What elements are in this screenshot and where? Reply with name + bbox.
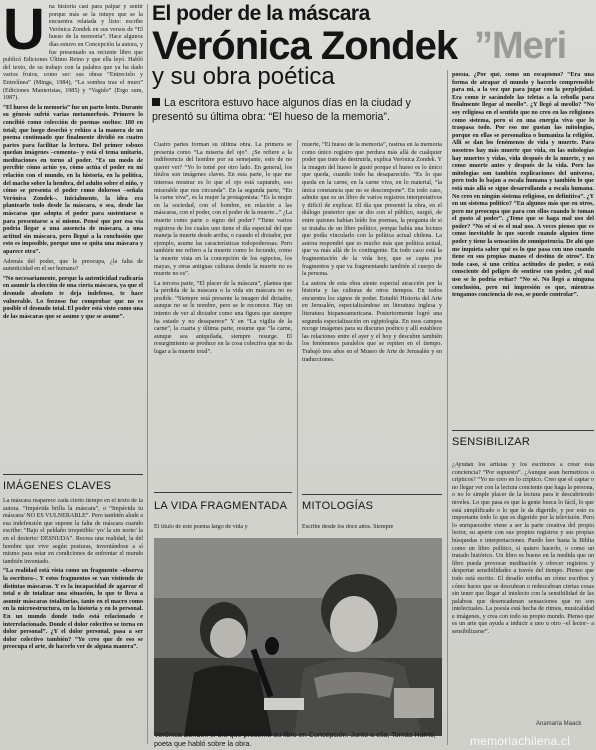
section-heading-imagenes: IMÁGENES CLAVES (3, 480, 112, 492)
paragraph: poesía. ¿Por qué, como un escapismo? “Era una forma de atrapar el mundo y hacerlo comprensible para mí, a la vez que para jugar con la perplejidad. Era como ir sacándole las teletas a la cebolla para finalmente llegar al meollo”. ¿Y llegó al meollo? “No soy religiosa en el sentido que no creo en las religiones como sistema, pero sí en una energía viva que lo traspasa todo. Por eso me gustan las mitologías, porque en ellas se personaliza o humaniza la religión. Allí se dan los fenómenos de vida y muerte. Para nosotros hay más muerte que vida, en las mitologías hay muertes y vidas, vida después de la muerte, y no como muerte antes y después de la vida. Pero las mitologías son también explicaciones del universo, pero todo lo bajan a escala humana y también lo que está más allá se sigue desarrollando a escala humana. No creo en ningún sistema religioso, en definitiva”. ¿Y en un sistema político? “En algunos más que en otros, pero me preocupa que para con ellos cuando le toman el gusto al poder”. ¿Teme que se haga mal uso del poder? “No sé si es el mal uso. A veces pienso que es como inevitable lo que sucede cuando alguien tiene poder y tiene la sensación de omnipotencia. De ahí que me inquieta saber qué es lo que pasa con uno cuando tiene en sus propias manos el destino de otros”. En todo caso, si uno critica actitudes de poder, o está consciente del peligro de sentirse con poder, ¿el mal uso se lo podría evitar? “No sé. No llegó a ninguna conclusión, pero mi impresión es que, mientras tengamos conciencia de eso, se puede controlar”. (452, 72, 594, 299)
paragraph: “No necesariamente, porque la autenticidad radicaría en asumir la elección de una cierta máscara, ya que el desnudo absoluto te deja indefenso, te hace vulnerable. Lo forzoso fue comprobar que no es posible el desnudo total. El poder está visto como una de las máscaras que se asume y que se asume”. (3, 275, 143, 320)
article-column-2 (154, 142, 292, 484)
bullet-square-icon (152, 98, 160, 106)
author-credit: Anamaría Maack (536, 721, 582, 727)
paragraph: La máscara reaparece cada cierto tiempo en el texto de la autora. “Impávida brilla la máscara”, o “Impávida tu máscara/ NO ES VULNERABLE”. Pero también alude a esa indefensión que supone la falta de máscara cuando escribe: “Bajo el peldaño irrepetible/ yo/ la sin norte/ la en el desierto/ DESNUDA”. Recrea una realidad, la del hombre que vive según posturas, inventándose a sí mismo para estar en condiciones de enfrentar el mundo también inventado. (3, 498, 143, 565)
paragraph: “La realidad está vista como un fragmento –observa la escritora–. Y estos fragmentos se van vistiendo de distintas máscaras. Y es la incapacidad de agarrar el total o de totalizar una situación, lo que te lleva a asumir máscaras totalitarias, tanto en el macro como en la microestructura, en la historia y en lo personal. En un mundo donde todo está relacionado e interrelacionado. Donde el dolor colectivo se torna en dolor personal”. ¿Y el dolor personal, pasa a ser dolor colectivo también? “Yo creo que de eso se preocupa el arte, de hacerlo ver de alguna manera”. (3, 568, 143, 651)
section-rule (452, 430, 594, 431)
column-divider (297, 140, 298, 535)
article-lede (152, 96, 442, 124)
article-column-2-tail (154, 524, 292, 534)
section-heading-vida: LA VIDA FRAGMENTADA (154, 500, 288, 512)
article-column-4 (452, 72, 594, 424)
paragraph: Además del poder, que le preocupa, ¿la falta de autenticidad en el ser humano? (3, 258, 143, 273)
watermark: memoriachilena.cl (470, 734, 571, 748)
section-heading-sensibilizar: SENSIBILIZAR (452, 436, 531, 448)
paragraph: La tercera parte, “El placer de la máscara”, plantea que la pérdida de la máscara o la vida sin máscara no es posible. “Siempre está presente la imagen del dictador, aunque no se le nombre, pero se le reconoce. Hay un intento de ver al dictador como una figura que siempre ha estado y no desaparece” Y en “La vigilia de la carne”, la cuarta y última parte, resume que “la carne, aunque sea aniquilada, siempre resurge. El resurgimiento se produce en la cosa colectiva que no da lugar a la muerte total”. (154, 280, 292, 356)
section-heading-mitologias: MITOLOGÍAS (302, 500, 374, 512)
article-headline: Verónica Zondek (152, 24, 458, 68)
paragraph: Cuatro partes forman su última obra. La primera se presenta como “La miseria del ojo”. ¿Se refiere a la indiferencia del hombre por su semejante, esto de no querer ver? “Yo lo tomé por otro lado. En general, los títulos son imágenes claves. En esta parte, lo que me interesa mostrar es lo que el ojo está captando, eso miserable que nos circunda”. En la segunda parte, “En la carne viva”, es la mujer la protagonista: “Es la mujer en la sociedad, con el hombre, en relación a las máscaras, con el poder, con el poder de la muerte...” ¿La muerte como parte o signo del poder? “Tiene varios registros de los cuales uno tiene el día especial del que maneja la muerte desde arriba, o cuando el dictador, por ejemplo, asume las características todopoderosas. Pero también me refiero a la muerte como lo fecundo, como la muerte vista en la concepción de los egipcios, los mayas, y otras antiguas culturas donde la muerte no es muerte no es”. (154, 142, 292, 278)
photo-caption: Verónica Zondek el día que presentó su libro en Concepción. Junto a ella, Tomás Harris, poeta que habló sobre la obra. (154, 730, 436, 748)
article-column-3 (302, 142, 442, 494)
article-column-4b (452, 462, 594, 720)
article-subheadline: y su obra poética (152, 63, 335, 90)
paragraph: ¿Ayudan los artistas y los escritores a crear esta conciencia? “Por supuesto”. ¿Aunque sean hermeticos o crípticos? “Yo no creo en lo críptico. Creo que el captar o no llegar ver con la lectura conciente que haga la persona, o no lo simple placer de la lectura para ir descubriendo niveles. Lo que pasa es que la gente busca lo fácil, lo que está simplificado o lo que le da digerido, y por esto es importante todo lo que es digerido por la televisión. Pero lo enriquecedor viene a ser la parte creativa del propio lector, su aporte con sus propios registros y sus propias búsquedas e interpretaciones. Puedo leer hasta la Biblia como un libro político, si quiero hacerlo, o como un tratado histórico. Un libro es bueno en la medida que un libro pueda provocar meditación y ofrecer registros y despertar sensibilidades a través del tiempo. Pienso que todo está escrito. El desafío estriba en cómo escribes y cómo haces que se descubran o redescubran ciertas cosas sin tener que llegar al intelecto con la sensibilidad de las palabras que desencadenan sensaciones que no son intelectuales. La poesía está hecha de ritmos, musicalidad e imágenes, y crea con todo su propio mundo. Pienso que es un arte que ayuda a inducir a uno u otro –el lector– a sensibilizarse”. (452, 462, 594, 636)
section-rule (3, 474, 143, 475)
section-rule (302, 494, 442, 495)
drop-cap: U (3, 4, 45, 62)
article-column-1b (3, 498, 143, 748)
column-divider (447, 70, 448, 745)
paragraph: na historia casi para palpar y sentir porque más se la intuye que se la encuentra relatada y listo: escribe Verónica Zondek en sus versos de “El hueso de la memoria”. Hace algunos días estuvo en Concepción la autora, y fue presentado su reciente libro que publicó Ediciones Último Reino y que ella leyó. Habló del texto, de su trabajo con la palabra que ya ha dado varios frutos, como ser: sus obras “Entrecielo y Entrelínea” (Minga, 1984), “La sombra tras el muro” (Ediciones Manieristas, 1985) y “Vagido” (Ergo sum, 1987). (3, 4, 143, 102)
paragraph: Escribe desde los doce años. Siempre (302, 524, 394, 530)
paragraph: muerte, “El hueso de la memoria”, rastrea en la memoria como único registro que perdura más allá de cualquier poder que trate de destruirla, explica Verónica Zondek. Y la imagen del hueso le gustó porque el hueso es lo único que queda, cuando todo ha desaparecido. “Es lo que queda en la carne, en la carne viva, en lo material, “la única constancia que no se descompone”. En todo caso, admite que es un libro de varios registros interpretativos y difícil de explicar. El día que presentó la obra, en el diálogo posterior que se dio con el público, surgió, de entre quienes habían leído los poemas, la pregunta de si se trataba de un libro político, porque había una lectura que podía vincularlo con la política actual chilena. La autora respondió que es mucho más que política actual, que va más allá de lo contingente. En todo caso está la fragmentación de la vida hoy, que se capta por fragmentos y que va fragmentando también el cuerpo de la persona. (302, 142, 442, 278)
lede-text: La escritora estuvo hace algunos días en la ciudad y presentó su última obra: “El hueso de la memoria”. (152, 97, 411, 123)
article-photo (154, 538, 442, 736)
bleed-through-text: ”Meri (474, 25, 567, 67)
paragraph: El título de este poema largo de vida y (154, 524, 248, 530)
paragraph: “El hueso de la memoria” fue un parto lento. Durante su génesis sufrió varias metamorfosis. Primero lo concibió como colección de poemas sueltos: 180 en total; que luego desechó y rehizo a la manera de un poema continuado que finalmente dividió en cuatro partes para facilitar la lectura. Del primer esbozo quedan imágenes –comenta– y está el tema unitario, meditaciones en torno al poder. “Es un modo de percibir cómo actúo yo, cómo actúa el poder en mí relación con el mundo, en la historia, en la política, del macho sobre la hembra, del adulto sobre el niño, y cómo se presenta el poder como doloroso –señala Verónica Zondek–. Inicialmente, la idea era plantearlo todo desde la máscara, o sea, desde las máscaras que adopta el poder para sustentarse o para presentarse a sí mismo. Pensé que por esa vía podría llegar a una ausencia de máscara, a una actitud sin máscara, pero llegué a la conclusión que esto es imposible, porque uno se quita una máscara y aparece otra”. (3, 104, 143, 255)
paragraph: La autora de esta obra siente especial atracción por la historia y las culturas de otros tiempos. En todos encuentra los signos de poder. Estudió Historia del Arte en Jerusalén, especializándose en literatura inglesa y literatura hispanoamericana. Posteriormente logró una segunda especialización en egiptología. En esos campos recoge imágenes para su discurso poético y allí establece las relaciones entre el ayer y el hoy y descubre también los fenómenos paralelos que se repiten en el tiempo. Trabajó tres años en el Museo de Arte de Jerusalén y en traducciones. (302, 280, 442, 363)
section-rule (154, 492, 292, 493)
article-column-3-tail (302, 524, 442, 534)
article-column-1 (3, 4, 143, 474)
article-kicker: El poder de la máscara (152, 2, 370, 25)
photo-image (154, 538, 442, 736)
column-divider (147, 4, 148, 744)
